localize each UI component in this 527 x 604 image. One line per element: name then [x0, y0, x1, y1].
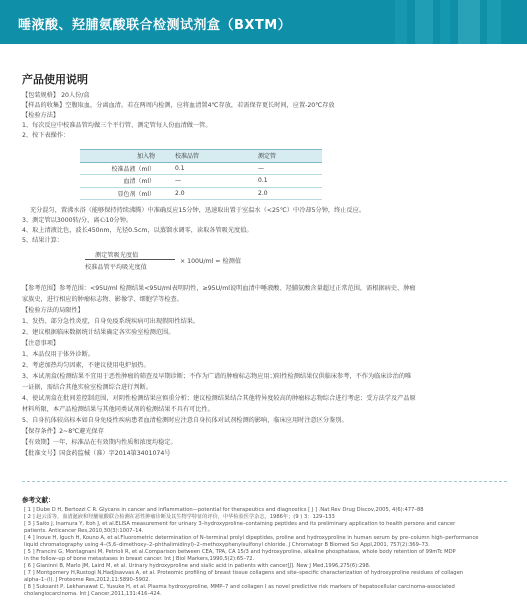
formula-result: × 100U/ml = 检测值: [180, 258, 242, 265]
section-title: 产品使用说明: [22, 73, 88, 86]
formula-denominator: 校准品管平均吸光度值: [85, 264, 147, 271]
text-line: 5、结果计算：: [22, 237, 64, 244]
text-line: 2、考虑加热均匀因素，不建议使用电炉加热。: [22, 362, 150, 369]
table-header-row: [80, 150, 322, 163]
reference-line: cholangiocarcinoma. Int J Cancer,2011,131:416–424.: [24, 591, 162, 597]
fraction-bar: [85, 259, 175, 260]
table-row: [80, 162, 322, 175]
reference-line: in the follow–up of bone metastases in breast cancer. Int J Biol Markers,1990,5(2):65–72.: [24, 556, 255, 562]
table-cell: 2.0: [240, 187, 322, 200]
text-line: 4、取上清液比色，波长450nm，光径0.5cm，以蒸馏水调零，读取各管吸光度值。: [22, 227, 253, 234]
reference-line: [ 3 ] Saito J, Inamura Y, Itoh J, et al.ELISA measurement for urinary 3–hydroxyproline–containing peptides and its preliminary application to health persons and cancer: [24, 521, 456, 527]
text-line: 1、本品仅用于体外诊断。: [22, 351, 94, 358]
reference-line: [ 6 ] Gianinni B, Marlo JM, Laird M, et al. Urinary hydroxyproline and sialic acid in patients with cancer[J]. New J Med,1996,275(6):298.: [24, 563, 371, 569]
text-line: 1、发热、部分急性炎症，自身免疫系统疾病可出现假阳性结果。: [22, 318, 200, 325]
text-line: 2、建议根据临床数据统计结果确定各实验室检测范围。: [22, 329, 175, 336]
reference-line: alpha–1–(I). J Proteome Res,2012,11:5890–5902.: [24, 577, 151, 583]
title-banner: [0, 0, 527, 44]
table-cell: —: [240, 162, 322, 175]
table-cell: 显色剂（ml）: [80, 187, 169, 200]
reference-line: [ 4 ] Inoue H, Iguch H, Kouno A, et al.Fluorometric determination of N–terminal prolyl dipeptides, proline and hydroxyproline in human serum by pre–column high–performance: [24, 535, 479, 541]
table-cell: 2.0: [169, 187, 240, 200]
formula-numerator: 测定管吸光度值: [95, 252, 139, 259]
table-cell: 0.1: [240, 175, 322, 188]
banner-stripe: [440, 0, 450, 44]
text-line: 【参考范围】参考范围：<95U/ml 检测结果<95U/ml表明阴性，≥95U/ml说明血清中唾液酸、羟脯氨酸含量超过正常范围，需根据病史、肿瘤: [22, 285, 416, 292]
table-header-cell: 校准品管: [169, 150, 240, 163]
text-line: 家族史，进行相应的肿瘤标志物、影像学、细胞学等检查。: [22, 296, 183, 303]
text-line: 【包装规格】 20人份/盒: [22, 92, 90, 99]
banner-stripe: [415, 0, 433, 44]
table-header-cell: 加入物: [80, 150, 169, 163]
text-line: 3、本试剂盒(检测结果不宜用于恶性肿瘤的筛查及早期诊断；不作为广谱的肿瘤标志物应用；)阳性检测结果仅供临床参考，不作为临床诊治的唯: [22, 373, 412, 380]
table-cell: 校准品液（ml）: [80, 162, 169, 175]
table-cell: —: [169, 175, 240, 188]
text-line: 【样品的收集】空腹取血，分离血清。若在两周内检测，应将血清置4℃存放，若需保存更长时间，应置-20℃存放: [22, 102, 335, 109]
text-line: 【注意事项】: [22, 340, 60, 347]
banner-stripe: [395, 0, 407, 44]
reference-line: patients. Anticancer Res,2010,30(3):1007–14.: [24, 528, 144, 534]
text-line: 【有效期】一年，标准品在有效期内性质和浓度均稳定。: [22, 439, 177, 446]
text-line: 2、按下表操作：: [22, 132, 70, 139]
reagent-table: [80, 149, 322, 200]
text-line: 材料所限，本产品检测结果与其他同类试剂的检测结果不具有可比性。: [22, 406, 214, 413]
table-row: [80, 175, 322, 188]
document-title: 唾液酸、羟脯氨酸联合检测试剂盒（BXTM）: [18, 18, 292, 33]
divider: [22, 481, 507, 482]
reference-line: [ 8 ] Suksanit P, Lekhanawat C, Yusuke H, et al. Plasma hydroxyproline, MMP–7 and collagen I as novel predictive risk markers of hepatocellular carcinoma-associated: [24, 584, 455, 590]
text-line: 【保存条件】2~8℃避光保存: [22, 428, 104, 435]
reference-line: liquid chromatography using 4–(5,6–dimethoxy–2–phthalimidinyl)–2–methoxyphenylsulfonyl chloride. J Chromatogr B Biomed Sci Appl,2001, 757(2):369–73.: [24, 542, 430, 548]
banner-stripe: [458, 0, 480, 44]
text-line: 5、自身抗体较高标本如自身免疫性疾病患者血清检测时应注意自身抗体对试剂检测的影响，临床应用时注意区分鉴别。: [22, 417, 348, 424]
text-line: 【检验方法的局限性】: [22, 307, 84, 314]
table-header-cell: 测定管: [240, 150, 322, 163]
text-line: 4、使试剂盒在批间差控制范围，对阴性检测结果应慎重分析；建议检测结果结合其他特异度较高的肿瘤标志物综合进行考虑；受方法学及产品原: [22, 395, 416, 402]
table-row: [80, 187, 322, 200]
text-line: 【批准文号】国食药监械（准）字2014第3401074号: [22, 450, 171, 457]
table-cell: 0.1: [169, 162, 240, 175]
text-line: 充分混匀，置沸水浴（能够保持持续沸腾）中准确反应15分钟，迅速取出置于室温水（<25℃）中冷却5分钟，终止反应。: [30, 207, 366, 214]
references-title: 参考文献：: [22, 496, 55, 504]
text-line: 1、每次反应中校准品管均做三个平行管，测定管每人份血清做一管。: [22, 122, 212, 129]
reference-line: [ 2 ] 赵云雷等，血清涎液和羟脯氨酸联合检测在恶性肿瘤诊断及其生物学特征的评价，中华检验医学杂志，1986年；(9 ) 3：129–133: [24, 514, 335, 520]
table-cell: 血清（ml）: [80, 175, 169, 188]
text-line: 一证据，需结合其他实验室检测综合进行判断。: [22, 384, 152, 391]
reference-line: [ 1 ] Dube D H, Bertozzi C R. Glycans in cancer and inflammation—potential for therapeutics and diagnostics [ J ] .Nat Rev Drug Discov,2005, 4(6):477–88: [24, 507, 424, 513]
reference-line: [ 5 ] Francini G, Montagnani M, Petrioli R, et al.Comparison between CEA, TPA, CA 15/3 and hydroxyproline, alkaline phosphatase, whole body retention of 99mTc MDP: [24, 549, 456, 555]
banner-stripe: [487, 0, 501, 44]
reference-line: [ 7 ] Montgomery H,Rustogi N,Hadjisavvas A, et al. Proteomic profiling of breast tissue collagens and site–specific characterization of hydroxyproline residues of collagen: [24, 570, 464, 576]
text-line: 【检验方法】: [22, 112, 60, 119]
text-line: 3、测定管以3000转/分，离心10分钟。: [22, 217, 133, 224]
